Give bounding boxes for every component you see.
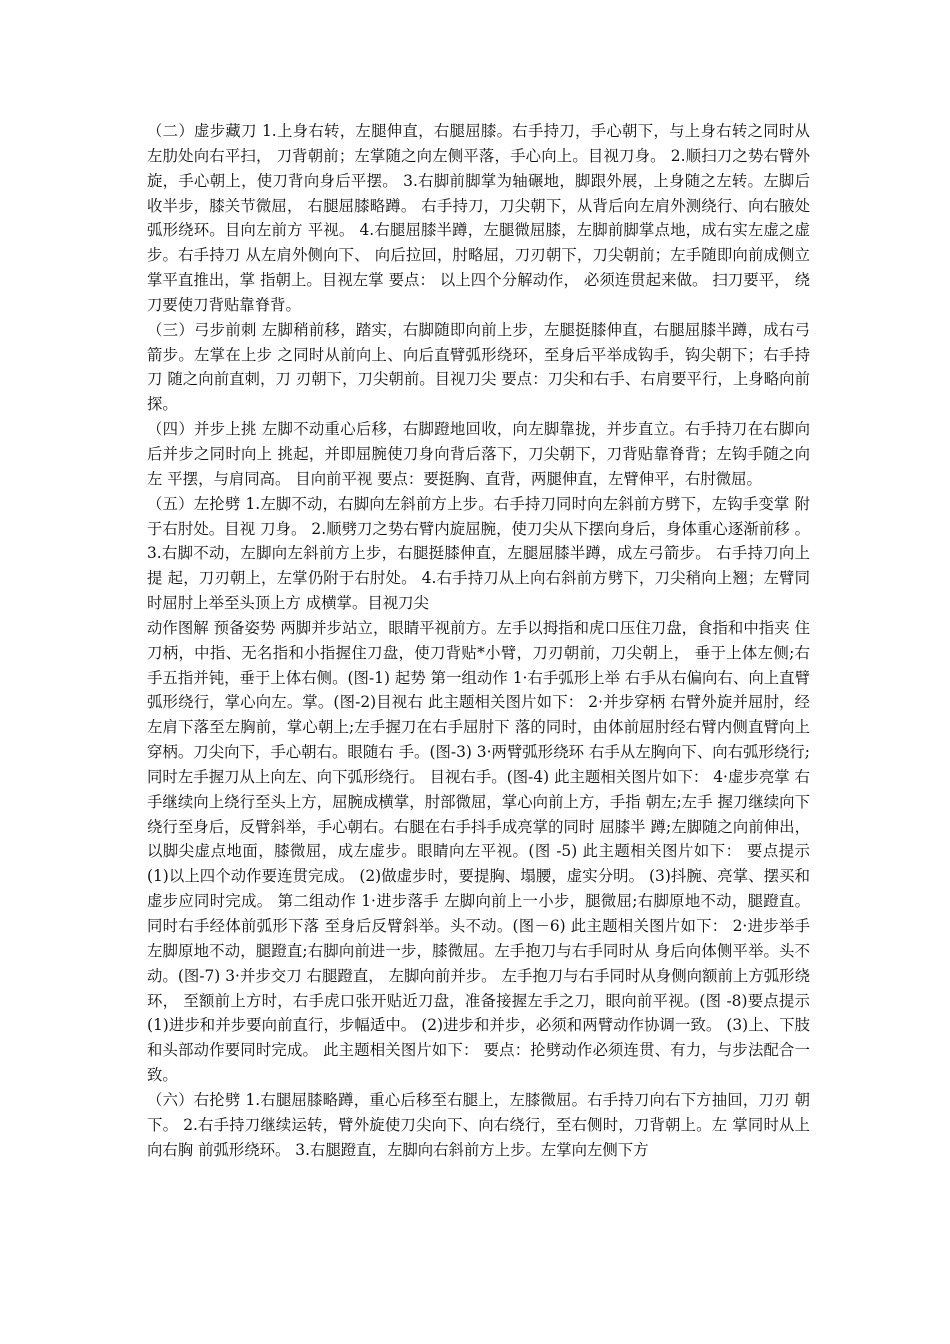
paragraph-bingbu-shangtiao: （四）并步上挑 左脚不动重心后移，右脚蹬地回收，向左脚靠拢，并步直立。右手持刀在右脚向 后并步之同时向上 挑起，并即屈腕使刀身向背后落下，刀尖朝下，刀背贴靠脊背；左钩手随之向左 平摆，与肩同高。 目向前平视 要点：要挺胸、直背，两腿伸直，左臂伸平，右肘微屈。 — [147, 420, 810, 488]
paragraph-dongzuo-tujie: 动作图解 预备姿势 两脚并步站立，眼睛平视前方。左手以拇指和虎口压住刀盘，食指和中指夹 住刀柄，中指、无名指和小指握住刀盘，使刀背贴*小臂，刀刃朝前，刀尖朝上， 垂于上体左侧;右手五指并钝，垂于上体右侧。(图-1) 起势 第一组动作 1·右手弧形上举 右手从右偏向右、向上直臂弧形绕行，掌心向左。掌。(图-2)目视右 此主题相关图片如下： 2·并步穿柄 右臂外旋并屈肘，经左肩下落至左胸前，掌心朝上;左手握刀在右手屈肘下 落的同时，由体前屈肘经右臂内侧直臂向上穿柄。刀尖向下，手心朝右。眼随右 手。(图-3) 3·两臂弧形绕环 右手从左胸向下、向右弧形绕行;同时左手握刀从上向左、向下弧形绕行。 目视右手。(图-4) 此主题相关图片如下： 4·虚步亮掌 右手继续向上绕行至头上方，屈腕成横掌，肘部微屈，掌心向前上方，手指 朝左;左手 握刀继续向下绕行至身后，反臂斜举，手心朝右。右腿在右手抖手成亮掌的同时 屈膝半 蹲;左脚随之向前伸出，以脚尖虚点地面，膝微屈，成左虚步。眼睛向左平视。(图 -5) 此主题相关图片如下： 要点提示 (1)以上四个动作要连贯完成。 (2)做虚步时，要提胸、塌腰，虚实分明。 (3)抖腕、亮掌、摆买和虚步应同时完成。 第二组动作 1·进步落手 左脚向前上一小步，腿微屈;右脚原地不动，腿蹬直。同时右手经体前弧形下落 至身后反臂斜举。头不动。(图－6) 此主题相关图片如下： 2·进步举手 左脚原地不动，腿蹬直;右脚向前进一步，膝微屈。左手抱刀与右手同时从 身后向体侧平举。头不动。(图-7) 3·并步交刀 右腿蹬直， 左脚向前并步。 左手抱刀与右手同时从身侧向额前上方弧形绕环， 至额前上方时，右手虎口张开贴近刀盘，准备接握左手之刀，眼向前平视。(图 -8)要点提示 (1)进步和并步要向前直行，步幅适中。 (2)进步和并步，必须和两臂动作协调一致。 (3)上、下肢和头部动作要同时完成。 此主题相关图片如下： 要点：抡劈动作必须连贯、有力，与步法配合一致。 — [147, 618, 810, 1085]
paragraph-xubu-cangdao: （二）虚步藏刀 1.上身右转，左腿伸直，右腿屈膝。右手持刀，手心朝下，与上身右转之同时从 左肋处向右平扫， 刀背朝前；左掌随之向左侧平落，手心向上。目视刀身。 2.顺扫刀之势右臂外旋，手心朝上，使刀背向身后平摆。 3.右脚前脚掌为轴碾地，脚跟外展，上身随之左转。左脚后收半步，膝关节微屈， 右腿屈膝略蹲。 右手持刀，刀尖朝下，从背后向左肩外测绕行、向右腋处弧形绕环。目向左前方 平视。 4.右腿屈膝半蹲，左腿微屈膝，左脚前脚掌点地，成右实左虚之虚步。右手持刀 从左肩外侧向下、 向后拉回，肘略屈，刀刃朝下，刀尖朝前；左手随即向前成侧立掌平直推出，掌 指朝上。目视左掌 要点： 以上四个分解动作， 必须连贯起来做。 扫刀要平， 绕刀要使刀背贴靠脊背。 — [147, 122, 810, 314]
paragraph-gongbu-qianci: （三）弓步前刺 左脚稍前移，踏实，右脚随即向前上步，左腿挺膝伸直，右腿屈膝半蹲，成右弓 箭步。左掌在上步 之同时从前向上、向后直臂弧形绕环，至身后平举成钩手，钩尖朝下；右手持刀 随之向前直刺，刀 刃朝下，刀尖朝前。目视刀尖 要点：刀尖和右手、右肩要平行，上身略向前探。 — [147, 320, 810, 414]
paragraph-zuo-lunpi: （五）左抡劈 1.左脚不动，右脚向左斜前方上步。右手持刀同时向左斜前方劈下，左钩手变掌 附于右肘处。目视 刀身。 2.顺劈刀之势右臂内旋屈腕，使刀尖从下摆向身后，身体重心逐渐前移 。 3.右脚不动，左脚向左斜前方上步，右腿挺膝伸直，左腿屈膝半蹲，成左弓箭步。 右手持刀向上提 起，刀刃朝上，左掌仍附于右肘处。 4.右手持刀从上向右斜前方劈下，刀尖稍向上翘；左臂同时屈肘上举至头顶上方 成横掌。目视刀尖 — [147, 494, 810, 613]
document-body — [147, 119, 810, 1162]
paragraph-you-lunpi: （六）右抡劈 1.右腿屈膝略蹲，重心后移至右腿上，左膝微屈。右手持刀向右下方抽回，刀刃 朝下。 2.右手持刀继续运转，臂外旋使刀尖向下、向右绕行，至右侧时，刀背朝上。左 掌同时从上向右胸 前弧形绕环。 3.右腿蹬直，左脚向右斜前方上步。左掌向左侧下方 — [147, 1090, 810, 1159]
